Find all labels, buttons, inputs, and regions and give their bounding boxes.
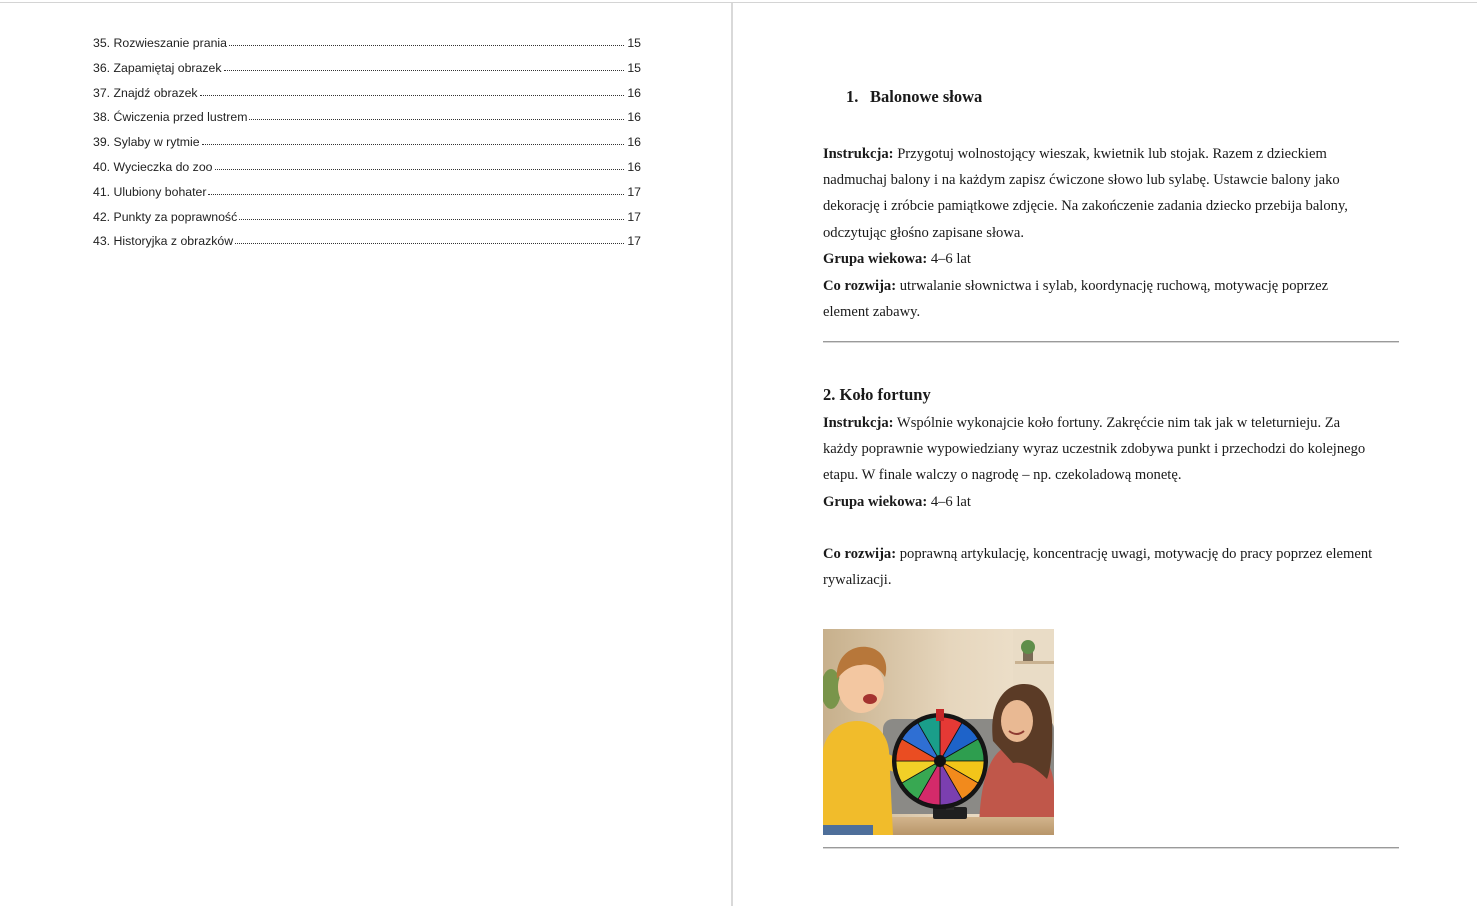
toc-entry[interactable]: [93, 160, 641, 185]
toc-entry[interactable]: [93, 61, 641, 86]
table-of-contents: [93, 36, 641, 259]
toc-entry-page: 17: [627, 209, 641, 224]
instruction-line: Wspólnie wykonajcie koło fortuny. Zakręćcie nim tak jak w teleturnieju. Za: [893, 415, 1341, 431]
section-separator: [823, 847, 1399, 849]
toc-entry-page: 16: [627, 159, 641, 174]
document-page-left: [0, 3, 731, 906]
toc-entry[interactable]: [93, 210, 641, 235]
section-1-heading: [846, 87, 982, 107]
instruction-line: nadmuchaj balony i na każdym zapisz ćwiczone słowo lub sylabę. Ustawcie balony jako: [823, 172, 1340, 189]
toc-leader-dots: [215, 168, 625, 170]
toc-leader-dots: [208, 193, 624, 195]
section-1-title: Balonowe słowa: [870, 87, 983, 106]
toc-entry[interactable]: [93, 110, 641, 135]
toc-entry-title: 42. Punkty za poprawność: [93, 209, 238, 224]
section-separator: [823, 341, 1399, 343]
toc-entry[interactable]: [93, 234, 641, 259]
toc-entry-title: 38. Ćwiczenia przed lustrem: [93, 110, 248, 125]
development-label: Co rozwija:: [823, 546, 897, 562]
instruction-line: etapu. W finale walczy o nagrodę – np. czekoladową monetę.: [823, 467, 1182, 484]
development-line: utrwalanie słownictwa i sylab, koordynację ruchową, motywację poprzez: [896, 278, 1329, 294]
document-page-right: [733, 3, 1477, 906]
instruction-line: Przygotuj wolnostojący wieszak, kwietnik lub stojak. Razem z dzieckiem: [893, 146, 1327, 162]
instruction-line: każdy poprawnie wypowiedziany wyraz uczestnik zdobywa punkt i przechodzi do kolejnego: [823, 441, 1366, 458]
toc-entry-title: 37. Znajdź obrazek: [93, 85, 198, 100]
development-line: rywalizacji.: [823, 572, 892, 589]
toc-entry[interactable]: [93, 135, 641, 160]
instruction-line: dekorację i zróbcie pamiątkowe zdjęcie. Na zakończenie zadania dziecko przebija balony,: [823, 198, 1348, 215]
toc-leader-dots: [249, 118, 624, 120]
development-line: element zabawy.: [823, 304, 921, 321]
photo-illustration: [823, 629, 1054, 835]
wheel-hub: [934, 755, 946, 767]
toc-leader-dots: [200, 94, 625, 96]
wheel-pointer: [936, 709, 944, 721]
toc-entry[interactable]: [93, 36, 641, 61]
toc-entry-page: 16: [627, 135, 641, 150]
photo-woman-face: [1001, 700, 1033, 742]
section-1-number: 1.: [846, 87, 859, 106]
section-1-age-group: [823, 246, 1399, 272]
toc-entry-title: 39. Sylaby w rytmie: [93, 135, 200, 150]
section-2-instruction: [823, 410, 1399, 489]
plant-icon: [1021, 640, 1035, 654]
toc-entry-title: 35. Rozwieszanie prania: [93, 36, 227, 50]
toc-entry-title: 41. Ulubiony bohater: [93, 184, 207, 199]
development-line: poprawną artykulację, koncentrację uwagi, motywację do pracy poprzez element: [896, 546, 1373, 562]
age-label: Grupa wiekowa:: [823, 494, 928, 510]
toc-entry-page: 15: [627, 36, 641, 50]
section-2-development: [823, 541, 1399, 593]
toc-leader-dots: [239, 218, 624, 220]
toc-entry-title: 36. Zapamiętaj obrazek: [93, 60, 222, 75]
photo-child-shirt: [823, 721, 893, 835]
toc-entry-page: 15: [627, 60, 641, 75]
section-1-instruction: [823, 141, 1399, 246]
development-label: Co rozwija:: [823, 278, 897, 294]
toc-entry-page: 17: [627, 234, 641, 249]
toc-entry-page: 17: [627, 184, 641, 199]
instruction-label: Instrukcja:: [823, 415, 894, 431]
toc-leader-dots: [202, 143, 625, 145]
toc-leader-dots: [224, 69, 625, 71]
age-value: 4–6 lat: [927, 494, 971, 510]
toc-leader-dots: [229, 44, 624, 46]
section-2-heading: 2. Koło fortuny: [823, 385, 931, 404]
section-1-development: [823, 273, 1399, 325]
wheel-of-fortune-photo: [823, 629, 1054, 835]
instruction-line: odczytując głośno zapisane słowa.: [823, 224, 1025, 241]
section-2-age-group: [823, 489, 1399, 515]
toc-entry-title: 43. Historyjka z obrazków: [93, 234, 234, 249]
toc-entry-page: 16: [627, 85, 641, 100]
age-value: 4–6 lat: [927, 251, 971, 267]
toc-entry[interactable]: [93, 86, 641, 111]
age-label: Grupa wiekowa:: [823, 251, 928, 267]
toc-leader-dots: [235, 242, 624, 244]
toc-entry[interactable]: [93, 185, 641, 210]
prize-wheel: [892, 713, 988, 809]
instruction-label: Instrukcja:: [823, 146, 894, 162]
toc-entry-page: 16: [627, 110, 641, 125]
toc-entry-title: 40. Wycieczka do zoo: [93, 159, 213, 174]
